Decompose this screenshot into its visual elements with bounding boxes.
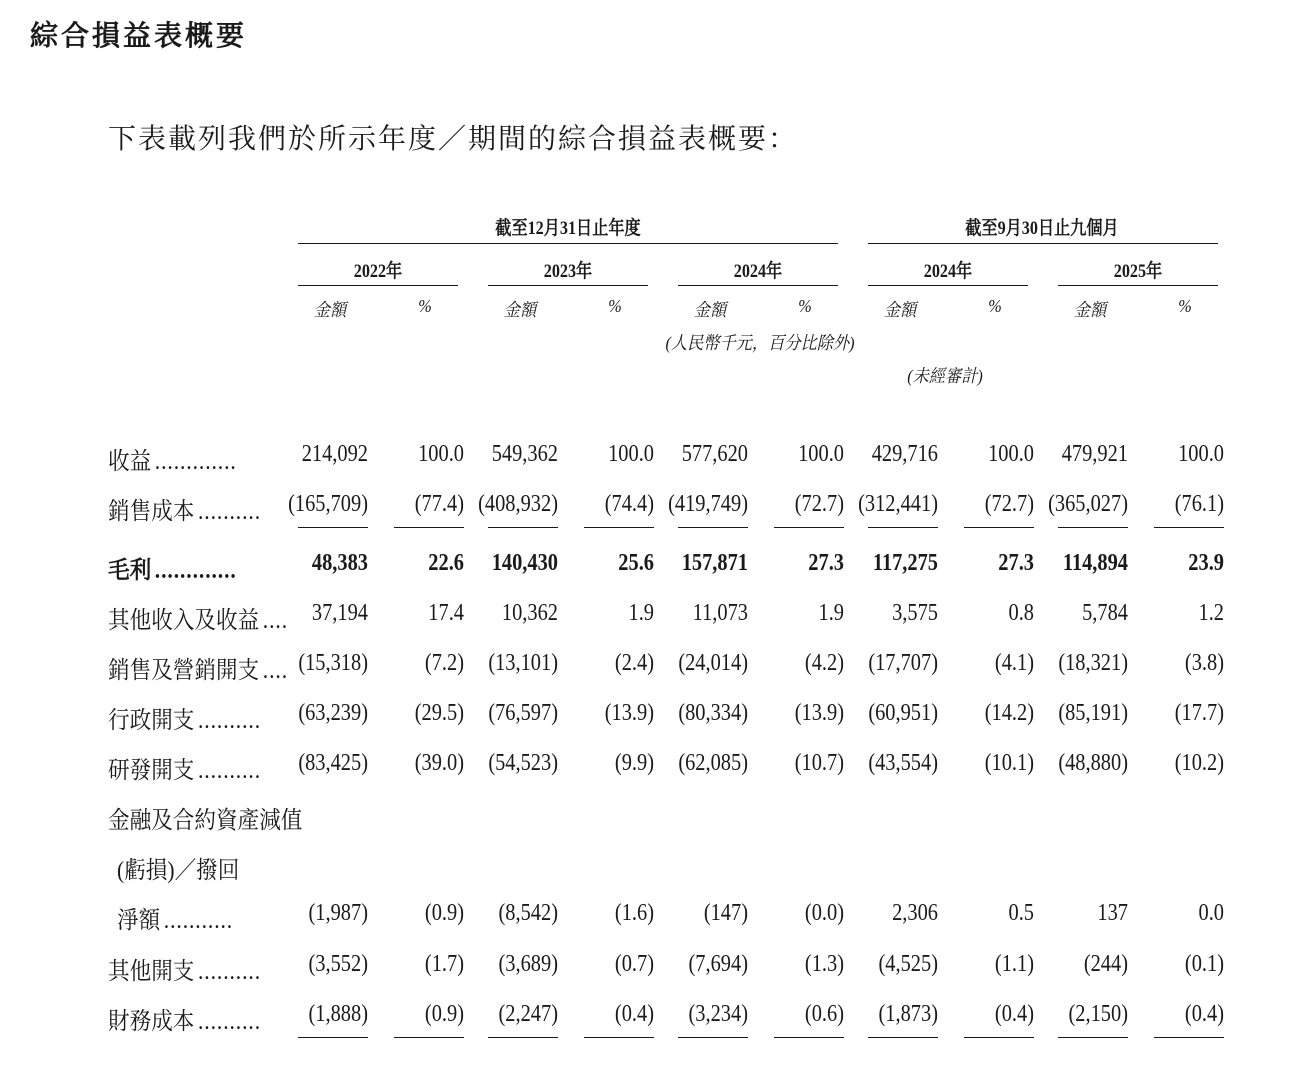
- percent-cell: 100.0: [798, 441, 844, 467]
- row-leader-dots: ..........: [198, 758, 261, 784]
- percent-cell: (74.4): [604, 491, 654, 517]
- amount-cell: (83,425): [298, 750, 368, 776]
- percent-cell: (0.9): [424, 1001, 464, 1027]
- row-label: [108, 441, 237, 476]
- amount-cell: 10,362: [501, 600, 558, 626]
- row-label: [108, 951, 261, 986]
- rule-nine-months: [868, 243, 1218, 244]
- percent-cell: 100.0: [418, 441, 464, 467]
- amount-cell: 137: [1097, 900, 1128, 926]
- amount-cell: (419,749): [668, 491, 748, 517]
- percent-cell: (1.1): [994, 951, 1034, 977]
- percent-cell: (13.9): [794, 700, 844, 726]
- rule-year-2024-nine: [868, 285, 1028, 286]
- row-label-text: 銷售及營銷開支: [108, 658, 260, 684]
- subtotal-rule: [488, 1037, 558, 1038]
- header-nine-months: 截至9月30日止九個月: [965, 218, 1119, 239]
- percent-cell: (0.6): [804, 1001, 844, 1027]
- amount-cell: 11,073: [692, 600, 748, 626]
- percent-cell: (0.0): [804, 900, 844, 926]
- rule-year-2023: [488, 285, 648, 286]
- percent-cell: (1.7): [424, 951, 464, 977]
- row-label: [108, 650, 288, 685]
- amount-cell: (43,554): [868, 750, 938, 776]
- subtotal-rule: [1058, 527, 1128, 528]
- subtotal-rule: [964, 527, 1034, 528]
- percent-cell: (3.8): [1184, 650, 1224, 676]
- row-label: [108, 700, 261, 735]
- amount-cell: (1,987): [308, 900, 368, 926]
- row-label-text: 研發開支: [108, 758, 195, 784]
- amount-cell: 549,362: [491, 441, 558, 467]
- percent-cell: (72.7): [794, 491, 844, 517]
- percent-cell: (10.2): [1174, 750, 1224, 776]
- percent-cell: (2.4): [614, 650, 654, 676]
- percent-cell: 27.3: [998, 550, 1034, 576]
- rule-year-2022: [298, 285, 458, 286]
- amount-cell: (2,247): [498, 1001, 558, 1027]
- amount-header-2024: 金額: [693, 300, 727, 320]
- percent-cell: (29.5): [414, 700, 464, 726]
- amount-cell: 479,921: [1061, 441, 1128, 467]
- percent-cell: 27.3: [808, 550, 844, 576]
- percent-header-2024-nine: %: [988, 296, 1002, 316]
- percent-cell: (76.1): [1174, 491, 1224, 517]
- percent-cell: (0.4): [614, 1001, 654, 1027]
- amount-cell: (17,707): [868, 650, 938, 676]
- amount-cell: 48,383: [311, 550, 368, 576]
- amount-cell: 577,620: [681, 441, 748, 467]
- amount-cell: 214,092: [301, 441, 368, 467]
- row-label-text: 其他收入及收益: [108, 608, 260, 634]
- row-leader-dots: ....: [262, 658, 288, 684]
- intro-text: 下表載列我們於所示年度／期間的綜合損益表概要：: [108, 124, 799, 155]
- rule-year-2024: [678, 285, 838, 286]
- percent-cell: 100.0: [1178, 441, 1224, 467]
- row-leader-dots: ...........: [163, 908, 234, 934]
- row-leader-dots: .............: [154, 449, 237, 475]
- subtotal-rule: [1154, 1037, 1224, 1038]
- row-label: [108, 550, 237, 585]
- row-label-text: 行政開支: [108, 708, 195, 734]
- amount-cell: 117,275: [872, 550, 938, 576]
- row-leader-dots: ..........: [198, 708, 261, 734]
- amount-cell: (312,441): [858, 491, 938, 517]
- percent-cell: 17.4: [428, 600, 464, 626]
- amount-cell: (48,880): [1058, 750, 1128, 776]
- section-title: 綜合損益表概要: [30, 19, 248, 52]
- header-full-year: 截至12月31日止年度: [495, 218, 641, 239]
- percent-cell: 1.9: [628, 600, 654, 626]
- percent-cell: (7.2): [424, 650, 464, 676]
- percent-cell: (10.7): [794, 750, 844, 776]
- amount-header-2025: 金額: [1073, 300, 1107, 320]
- subtotal-rule: [1154, 527, 1224, 528]
- percent-header-2022: %: [418, 296, 432, 316]
- row-label: [108, 600, 288, 635]
- row-label-text: 淨額: [117, 908, 161, 934]
- subtotal-rule: [774, 527, 844, 528]
- amount-cell: (2,150): [1068, 1001, 1128, 1027]
- percent-cell: 0.5: [1008, 900, 1034, 926]
- amount-cell: 429,716: [871, 441, 938, 467]
- amount-cell: 114,894: [1062, 550, 1128, 576]
- percent-header-2023: %: [608, 296, 622, 316]
- amount-header-2024-nine: 金額: [883, 300, 917, 320]
- amount-cell: 140,430: [491, 550, 558, 576]
- row-leader-dots: .............: [154, 558, 237, 584]
- year-header-2023: 2023年: [543, 261, 593, 282]
- row-label: [108, 750, 261, 785]
- unaudited-note: (未經審計): [907, 366, 983, 386]
- amount-cell: (8,542): [498, 900, 558, 926]
- rule-year-2025: [1058, 285, 1218, 286]
- year-header-2024-nine: 2024年: [923, 261, 973, 282]
- percent-cell: 100.0: [988, 441, 1034, 467]
- amount-cell: (365,027): [1048, 491, 1128, 517]
- subtotal-rule: [298, 1037, 368, 1038]
- percent-cell: (39.0): [414, 750, 464, 776]
- amount-header-2022: 金額: [313, 300, 347, 320]
- subtotal-rule: [394, 1037, 464, 1038]
- percent-cell: (13.9): [604, 700, 654, 726]
- amount-cell: 157,871: [681, 550, 748, 576]
- subtotal-rule: [584, 1037, 654, 1038]
- amount-cell: (3,552): [308, 951, 368, 977]
- amount-cell: (85,191): [1058, 700, 1128, 726]
- subtotal-rule: [394, 527, 464, 528]
- percent-cell: 0.8: [1008, 600, 1034, 626]
- amount-cell: 5,784: [1082, 600, 1128, 626]
- percent-header-2024: %: [798, 296, 812, 316]
- percent-cell: (77.4): [414, 491, 464, 517]
- subtotal-rule: [298, 527, 368, 528]
- percent-cell: (14.2): [984, 700, 1034, 726]
- subtotal-rule: [1058, 1037, 1128, 1038]
- row-label: [108, 491, 261, 526]
- subtotal-rule: [774, 1037, 844, 1038]
- amount-cell: (3,234): [688, 1001, 748, 1027]
- percent-cell: 1.2: [1198, 600, 1224, 626]
- percent-cell: (9.9): [614, 750, 654, 776]
- row-label-text: 其他開支: [108, 959, 195, 985]
- amount-cell: (244): [1083, 951, 1128, 977]
- subtotal-rule: [488, 527, 558, 528]
- row-leader-dots: ..........: [198, 959, 261, 985]
- amount-cell: (63,239): [298, 700, 368, 726]
- percent-cell: 25.6: [618, 550, 654, 576]
- amount-cell: (165,709): [288, 491, 368, 517]
- amount-cell: (62,085): [678, 750, 748, 776]
- rule-full-year: [298, 243, 838, 244]
- amount-cell: (80,334): [678, 700, 748, 726]
- amount-cell: 2,306: [892, 900, 938, 926]
- percent-cell: 0.0: [1198, 900, 1224, 926]
- row-label: [108, 1001, 261, 1036]
- row-label: [108, 900, 233, 935]
- percent-cell: (17.7): [1174, 700, 1224, 726]
- subtotal-rule: [868, 1037, 938, 1038]
- percent-cell: (72.7): [984, 491, 1034, 517]
- subtotal-rule: [584, 527, 654, 528]
- row-label-text: 毛利: [108, 558, 152, 584]
- subtotal-rule: [678, 527, 748, 528]
- percent-cell: (1.6): [614, 900, 654, 926]
- amount-cell: (4,525): [878, 951, 938, 977]
- percent-cell: (0.4): [1184, 1001, 1224, 1027]
- percent-cell: (10.1): [984, 750, 1034, 776]
- row-leader-dots: ....: [262, 608, 288, 634]
- row-label-text: 銷售成本: [108, 499, 195, 525]
- unit-note: (人民幣千元，百分比除外): [665, 333, 855, 353]
- row-label: [108, 800, 302, 835]
- amount-cell: (3,689): [498, 951, 558, 977]
- amount-cell: (1,873): [878, 1001, 938, 1027]
- subtotal-rule: [964, 1037, 1034, 1038]
- amount-header-2023: 金額: [503, 300, 537, 320]
- row-label-text: 財務成本: [108, 1009, 195, 1035]
- year-header-2022: 2022年: [353, 261, 403, 282]
- year-header-2024: 2024年: [733, 261, 783, 282]
- amount-cell: 37,194: [311, 600, 368, 626]
- row-label: [108, 850, 239, 885]
- subtotal-rule: [868, 527, 938, 528]
- percent-cell: 100.0: [608, 441, 654, 467]
- percent-cell: 1.9: [818, 600, 844, 626]
- percent-cell: (0.7): [614, 951, 654, 977]
- percent-cell: (0.1): [1184, 951, 1224, 977]
- amount-cell: (13,101): [488, 650, 558, 676]
- row-label-text: 收益: [108, 449, 152, 475]
- amount-cell: (7,694): [688, 951, 748, 977]
- percent-cell: (4.2): [804, 650, 844, 676]
- percent-cell: (1.3): [804, 951, 844, 977]
- amount-cell: (147): [703, 900, 748, 926]
- percent-header-2025: %: [1178, 296, 1192, 316]
- amount-cell: (76,597): [488, 700, 558, 726]
- row-leader-dots: ..........: [198, 499, 261, 525]
- amount-cell: 3,575: [892, 600, 938, 626]
- row-label-text: (虧損)／撥回: [117, 858, 240, 884]
- year-header-2025: 2025年: [1113, 261, 1163, 282]
- percent-cell: 22.6: [428, 550, 464, 576]
- amount-cell: (18,321): [1058, 650, 1128, 676]
- amount-cell: (24,014): [678, 650, 748, 676]
- amount-cell: (15,318): [298, 650, 368, 676]
- amount-cell: (1,888): [308, 1001, 368, 1027]
- amount-cell: (60,951): [868, 700, 938, 726]
- percent-cell: (0.4): [994, 1001, 1034, 1027]
- percent-cell: (0.9): [424, 900, 464, 926]
- percent-cell: (4.1): [994, 650, 1034, 676]
- amount-cell: (54,523): [488, 750, 558, 776]
- subtotal-rule: [678, 1037, 748, 1038]
- row-leader-dots: ..........: [198, 1009, 261, 1035]
- row-label-text: 金融及合約資產減值: [108, 808, 303, 834]
- amount-cell: (408,932): [478, 491, 558, 517]
- percent-cell: 23.9: [1188, 550, 1224, 576]
